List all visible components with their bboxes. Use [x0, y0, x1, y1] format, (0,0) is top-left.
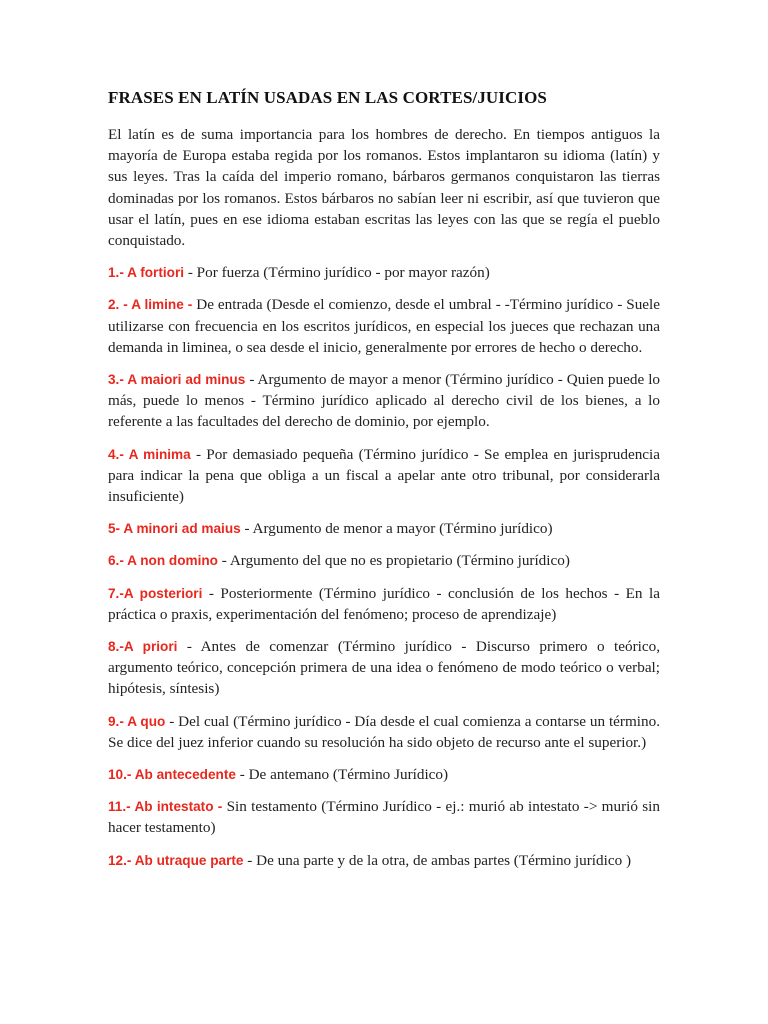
- entry-term: 12.- Ab utraque parte: [108, 852, 244, 868]
- entry-definition: - Argumento de mayor a menor (Término jurídico - Quien puede lo más, puede lo menos - Término jurídico aplicado al derecho civil de los bienes, a lo referente a las facultades del derecho de dominio, por ejemplo.: [108, 371, 661, 431]
- entry-definition: - Por demasiado pequeña (Término jurídico - Se emplea en jurisprudencia para indicar la pena que obliga a un fiscal a apelar ante otro tribunal, por considerarla insuficiente): [108, 445, 660, 506]
- intro-paragraph: El latín es de suma importancia para los hombres de derecho. En tiempos antiguos la mayoría de Europa estaba regida por los romanos. Estos implantaron su idioma (latín) y sus leyes. Tras la caída del imperio romano, bárbaros germanos conquistaron las tierras dominadas por los romanos. Estos bárbaros no sabían leer ni escribir, así que tuvieron que usar el latín, pues en ese idioma estaban escritas las leyes con las que se regía el pueblo conquistado.: [108, 126, 660, 250]
- entry-definition: - De antemano (Término Jurídico): [235, 766, 449, 784]
- entry-1: [108, 262, 660, 283]
- entry-5: [108, 518, 660, 539]
- entry-term: 6.- A non domino: [108, 553, 218, 569]
- entry-11: [108, 796, 660, 838]
- entry-term: 1.- A fortiori: [108, 265, 185, 281]
- entry-term: 10.- Ab antecedente: [108, 767, 236, 783]
- entry-term: 7.-A posteriori: [108, 585, 203, 601]
- entry-9: [108, 711, 660, 753]
- page-title: FRASES EN LATÍN USADAS EN LAS CORTES/JUICIOS: [108, 88, 547, 107]
- entry-6: [108, 550, 660, 571]
- entry-8: [108, 636, 660, 700]
- entry-definition: - De una parte y de la otra, de ambas partes (Término jurídico ): [243, 851, 632, 869]
- entry-term: 8.-A priori: [108, 639, 178, 655]
- document-page: [108, 86, 660, 882]
- entry-term: 9.- A quo: [108, 713, 166, 729]
- entry-definition: - Argumento del que no es propietario (Término jurídico): [218, 552, 570, 570]
- entry-definition: - Del cual (Término jurídico - Día desde el cual comienza a contarse un término. Se dice del juez inferior cuando su resolución ha sido objeto de recurso ante el superior.): [108, 712, 660, 751]
- entry-definition: - Antes de comenzar (Término jurídico - Discurso primero o teórico, argumento teórico, concepción primera de una idea o fenómeno de modo teórico o verbal; hipótesis, síntesis): [108, 638, 660, 698]
- entry-12: [108, 850, 660, 871]
- entry-definition: De entrada (Desde el comienzo, desde el umbral - -Término jurídico - Suele utilizarse con frecuencia en los escritos jurídicos, en especial los jueces que rechazan una demanda in liminea, o sea desde el inicio, generalmente por errores de hecho o derecho.: [108, 296, 660, 356]
- entry-7: [108, 583, 660, 625]
- entry-definition: - Posteriormente (Término jurídico - conclusión de los hechos - En la práctica o praxis, experimentación del fenómeno; proceso de aprendizaje): [108, 584, 660, 623]
- entry-term: 3.- A maiori ad minus: [108, 372, 246, 388]
- entry-definition: Sin testamento (Término Jurídico - ej.: murió ab intestato -> murió sin hacer testamento): [108, 798, 660, 837]
- entry-definition: - Argumento de menor a mayor (Término jurídico): [240, 520, 553, 538]
- entry-term: 11.- Ab intestato -: [108, 799, 223, 815]
- entry-3: [108, 369, 660, 433]
- entry-2: [108, 294, 660, 358]
- entry-definition: - Por fuerza (Término jurídico - por mayor razón): [184, 264, 490, 282]
- entry-4: [108, 444, 660, 508]
- entry-10: [108, 764, 660, 785]
- entry-term: 4.- A minima: [108, 446, 191, 462]
- entry-term: 2. - A limine -: [108, 297, 193, 313]
- entry-term: 5- A minori ad maius: [108, 521, 241, 537]
